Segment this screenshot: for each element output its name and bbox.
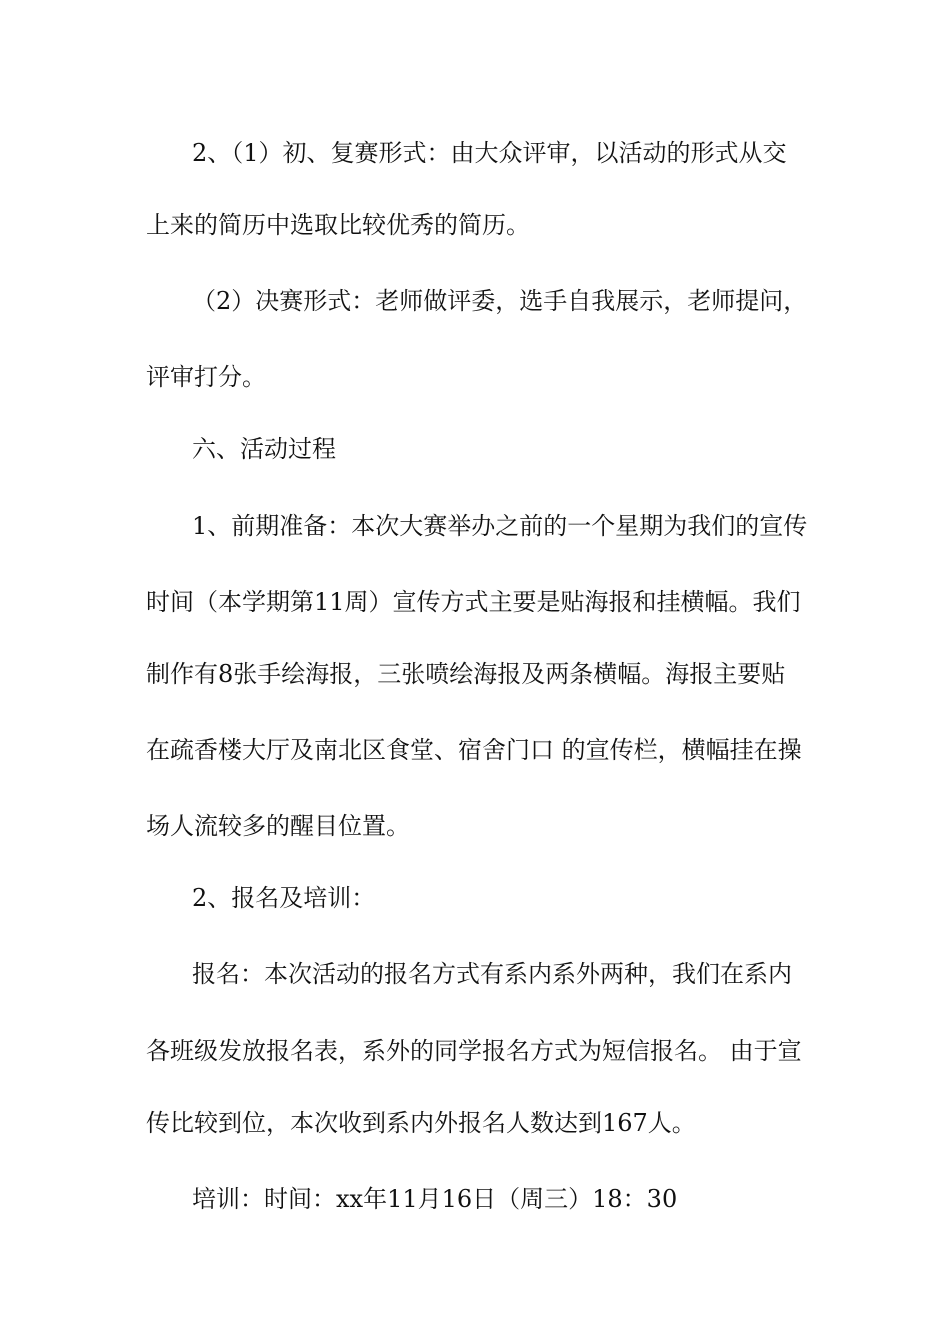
paragraph-line: 报名：本次活动的报名方式有系内系外两种，我们在系内 <box>192 960 792 988</box>
paragraph-line: 时间（本学期第11周）宣传方式主要是贴海报和挂横幅。我们 <box>146 588 801 616</box>
subsection-heading: 2、报名及培训： <box>192 884 376 912</box>
paragraph-line: 传比较到位，本次收到系内外报名人数达到167人。 <box>146 1109 696 1137</box>
paragraph-line: （2）决赛形式：老师做评委，选手自我展示，老师提问， <box>192 287 808 315</box>
paragraph-line: 各班级发放报名表，系外的同学报名方式为短信报名。 由于宣 <box>146 1037 802 1065</box>
paragraph-line: 上来的简历中选取比较优秀的简历。 <box>146 211 530 239</box>
paragraph-line: 在疏香楼大厅及南北区食堂、宿舍门口 的宣传栏，横幅挂在操 <box>146 736 802 764</box>
paragraph-line: 场人流较多的醒目位置。 <box>146 812 410 840</box>
section-heading: 六、活动过程 <box>192 435 336 463</box>
paragraph-line: 2、（1）初、复赛形式：由大众评审，以活动的形式从交 <box>192 139 787 167</box>
paragraph-line: 培训：时间：xx年11月16日（周三）18：30 <box>192 1185 678 1213</box>
paragraph-line: 评审打分。 <box>146 363 266 391</box>
paragraph-line: 1、前期准备：本次大赛举办之前的一个星期为我们的宣传 <box>192 512 808 540</box>
paragraph-line: 制作有8张手绘海报，三张喷绘海报及两条横幅。海报主要贴 <box>146 660 786 688</box>
